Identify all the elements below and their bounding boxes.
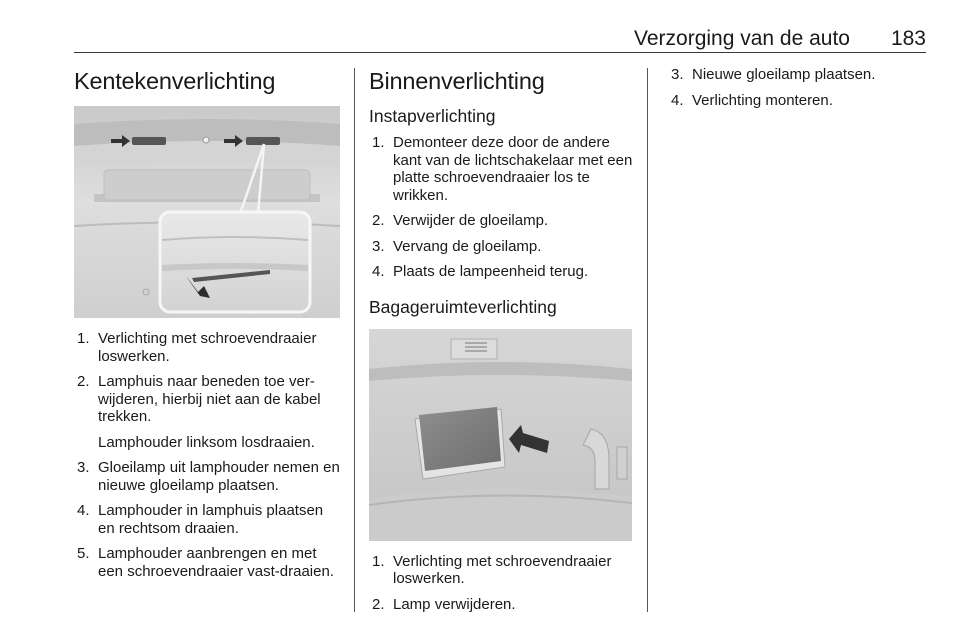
list-item: 2. Lamphuis naar beneden toe ver-wijderen, hierbij niet aan de kabel trekken. Lamphouder linksom losdraaien. [77, 373, 321, 451]
column-continued [668, 58, 926, 117]
page-header [74, 26, 926, 53]
list-item: 1. Verlichting met schroevendraaier loswerken. [77, 330, 317, 365]
entry-light-steps [369, 134, 634, 281]
column-divider [647, 68, 648, 612]
column-license-plate [74, 58, 342, 588]
heading-kentekenverlichting: Kentekenverlichting [74, 68, 276, 94]
list-item: 3. Vervang de gloeilamp. [372, 237, 542, 255]
list-item: 1. Demonteer deze door de andere kant van de lichtschakelaar met een platte schroevendraaier los te wrikken. [372, 134, 633, 204]
heading-binnenverlichting: Binnenverlichting [369, 68, 545, 94]
list-item: 2. Lamp verwijderen. [372, 595, 516, 613]
license-plate-illustration [74, 106, 340, 318]
column-interior-lighting [369, 58, 634, 621]
page-number: 183 [890, 27, 926, 50]
list-item: 4. Lamphouder in lamphuis plaatsen en rechtsom draaien. [77, 502, 324, 537]
list-item: 5. Lamphouder aanbrengen en met een schroevendraaier vast-draaien. [77, 545, 334, 580]
list-item: 4. Plaats de lampeenheid terug. [372, 263, 589, 280]
figure-license-plate-light [74, 106, 340, 318]
list-item: 3. Nieuwe gloeilamp plaatsen. [671, 66, 876, 83]
luggage-light-steps [369, 553, 634, 614]
column-divider [354, 68, 355, 612]
continued-steps [668, 66, 926, 109]
list-item: 1. Verlichting met schroevendraaier loswerken. [372, 552, 612, 587]
subheading-bagageruimteverlichting: Bagageruimteverlichting [369, 296, 557, 317]
list-item: 4. Verlichting monteren. [671, 91, 833, 109]
list-item: 3. Gloeilamp uit lamphouder nemen en nieuwe gloeilamp plaatsen. [77, 459, 340, 494]
section-title: Verzorging van de auto [634, 27, 850, 50]
luggage-light-illustration [369, 329, 632, 541]
license-plate-steps [74, 330, 342, 580]
figure-luggage-light [369, 329, 632, 541]
list-item: 2. Verwijder de gloeilamp. [372, 212, 549, 229]
subheading-instapverlichting: Instapverlichting [369, 106, 496, 126]
